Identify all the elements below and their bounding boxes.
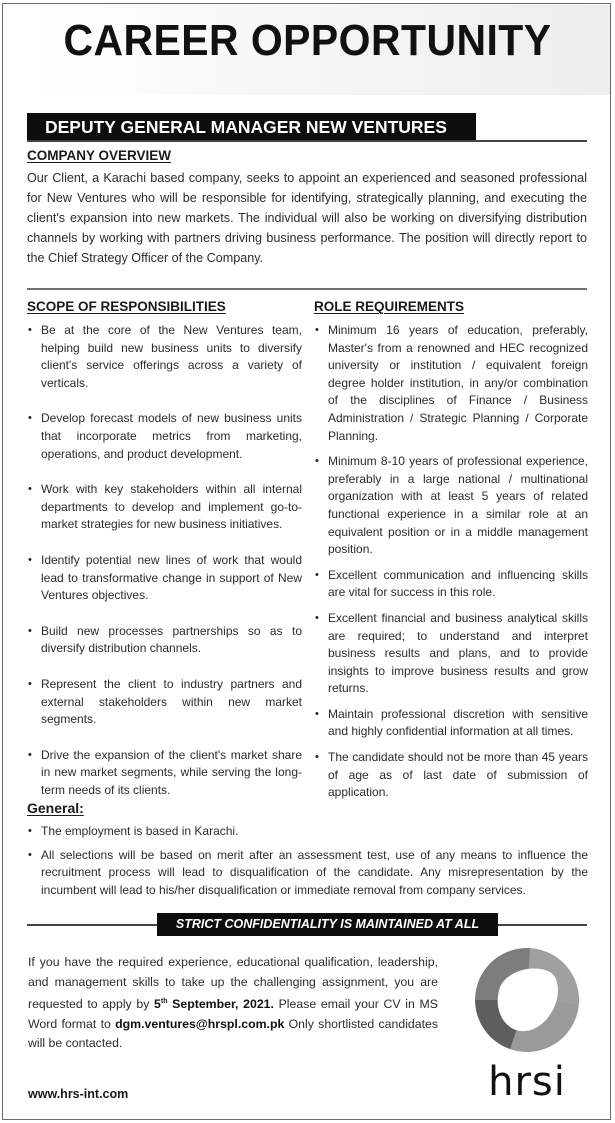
bullet-icon: • xyxy=(28,412,32,425)
general-heading: General: xyxy=(27,800,84,816)
requirement-item xyxy=(314,610,588,698)
responsibility-item-text: Represent the client to industry partners and external stakeholders within new market segments. xyxy=(41,676,302,727)
general-item-text: The employment is based in Karachi. xyxy=(41,824,239,838)
responsibility-item xyxy=(27,322,302,392)
requirement-item xyxy=(314,453,588,559)
requirement-item xyxy=(314,749,588,802)
confidentiality-banner xyxy=(27,913,587,954)
general-item xyxy=(27,823,588,841)
requirement-item-text: The candidate should not be more than 45 years of age as of last date of submission of application. xyxy=(328,750,588,800)
bullet-icon: • xyxy=(28,624,32,637)
responsibility-item-text: Develop forecast models of new business units that incorporate metrics from marketing, operations, and product development. xyxy=(41,411,302,461)
bullet-icon: • xyxy=(28,324,32,336)
requirement-item-text: Minimum 8-10 years of professional experience, preferably in a large national / multinational organization with at least 5 years of related functional experience in a similar role at an equivalent position or in a middle management position. xyxy=(328,454,588,557)
bullet-icon: • xyxy=(315,324,319,336)
hrsi-logo xyxy=(470,945,585,1105)
page-title: CAREER OPPORTUNITY xyxy=(63,16,552,65)
apply-deadline: 5th September, 2021. xyxy=(154,997,274,1012)
bullet-icon: • xyxy=(28,677,32,690)
company-overview-text: Our Client, a Karachi based company, seeks to appoint an experienced and seasoned professional for New Ventures who will be responsible for identifying, strategically planning, and executing the client's expansion into new markets. The individual will also be working on diversifying distribution channels by working with partners driving business performance. The position will directly report to the Chief Strategy Officer of the Company. xyxy=(27,171,587,265)
apply-instructions xyxy=(28,953,438,1054)
bullet-icon: • xyxy=(315,707,319,720)
hrsi-logo-text: hrsi xyxy=(488,1059,566,1105)
requirements-list xyxy=(314,322,588,810)
responsibility-item-text: Identify potential new lines of work that would lead to transformative change in support of New Ventures objectives. xyxy=(41,552,302,603)
responsibility-item xyxy=(27,623,302,658)
bullet-icon: • xyxy=(28,825,32,837)
bullet-icon: • xyxy=(28,483,32,496)
apply-text-intro: If you have the required experience, educational qualification, leadership, and management skills to take up the challenging assignment, you are requested to apply by xyxy=(28,955,438,1012)
responsibility-item xyxy=(27,410,302,463)
bullet-icon: • xyxy=(315,611,319,624)
requirement-item xyxy=(314,322,588,445)
bullet-icon: • xyxy=(28,553,32,566)
hrsi-ring-icon xyxy=(470,945,585,1105)
responsibilities-list xyxy=(27,322,302,817)
job-title-bar: DEPUTY GENERAL MANAGER NEW VENTURES xyxy=(27,113,476,141)
responsibilities-heading: SCOPE OF RESPONSIBILITIES xyxy=(27,299,226,314)
responsibility-item-text: Drive the expansion of the client's market share in new market segments, while serving the long-term needs of its clients. xyxy=(41,747,302,797)
responsibility-item xyxy=(27,481,302,534)
responsibility-item-text: Be at the core of the New Ventures team, helping build new business units to diversify client's service offerings across a variety of verticals. xyxy=(41,323,302,390)
section-divider xyxy=(27,288,587,290)
requirement-item-text: Excellent communication and influencing skills are vital for success in this role. xyxy=(328,567,588,600)
company-overview-heading: COMPANY OVERVIEW xyxy=(27,148,172,163)
confidentiality-text: STRICT CONFIDENTIALITY IS MAINTAINED AT ALL TIMES xyxy=(157,913,498,936)
requirement-item-text: Maintain professional discretion with sensitive and highly confidential information at all times. xyxy=(328,706,588,739)
responsibility-item-text: Work with key stakeholders within all internal departments to develop and implement go-to-market strategies for new business initiatives. xyxy=(41,482,302,532)
apply-text-closing: Only shortlisted candidates will be contacted. xyxy=(28,1016,439,1051)
general-item xyxy=(27,847,588,900)
requirement-item xyxy=(314,706,588,741)
requirement-item-text: Excellent financial and business analytical skills are required; to understand and interpret business results and plans, and to provide insights to improve business results and grow returns. xyxy=(328,610,588,696)
general-list xyxy=(27,823,588,905)
bullet-icon: • xyxy=(28,848,32,861)
responsibility-item-text: Build new processes partnerships so as to diversify distribution channels. xyxy=(41,623,302,656)
bullet-icon: • xyxy=(28,748,32,761)
requirements-heading: ROLE REQUIREMENTS xyxy=(314,299,465,314)
general-item-text: All selections will be based on merit after an assessment test, use of any means to influence the recruitment process will lead to disqualification of the candidate. Any misrepresentation by the incumbent will lead to his/her disqualification or immediate removal from company services. xyxy=(41,847,588,897)
bullet-icon: • xyxy=(315,455,319,468)
responsibility-item xyxy=(27,552,302,605)
bullet-icon: • xyxy=(315,751,319,764)
job-title-underline xyxy=(27,140,587,142)
apply-text-email-intro: Please email your CV in MS Word format to xyxy=(28,997,438,1031)
website-link[interactable]: www.hrs-int.com xyxy=(28,1087,129,1101)
requirement-item-text: Minimum 16 years of education, preferably, Master's from a renowned and HEC recognized university or institution / equivalent foreign degree holder institution, in any/or combination of the disciplines of Finance / Business Administration / Strategic Planning / Corporate Planning. xyxy=(328,323,588,443)
responsibility-item xyxy=(27,676,302,729)
bullet-icon: • xyxy=(315,568,319,581)
responsibility-item xyxy=(27,747,302,800)
apply-email-link[interactable]: dgm.ventures@hrspl.com.pk xyxy=(115,1016,285,1031)
requirement-item xyxy=(314,567,588,602)
